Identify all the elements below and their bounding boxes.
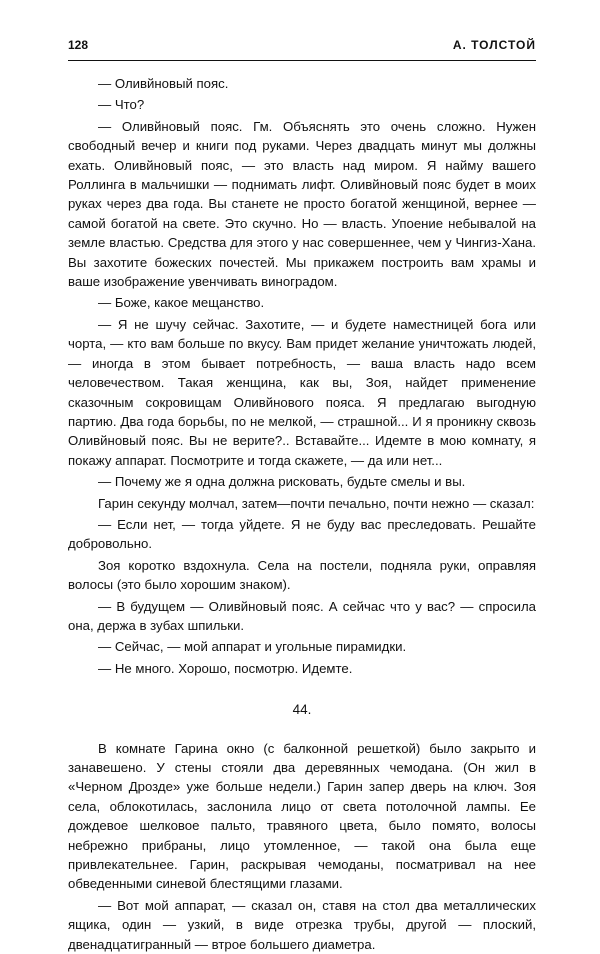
paragraph: — Боже, какое мещанство.	[98, 295, 265, 311]
page-number: 128	[68, 38, 89, 52]
paragraph: — Оливйновый пояс. Гм. Объяснять это очень сложно. Нужен свободный вечер и книги под руками. Через двадцать минут мы должны ехать. Оливйновый пояс, — это власть над миром. Я найму вашего Роллинга в мальчишки — поднимать лифт. Оливйновый пояс будет в моих руках через два года. Вы станете не просто богатой женщиной, вернее — самой богатой на свете. Это скучно. Но — власть. Упоение небывалой на земле властью. Средства для этого у нас совершеннее, чем у Чингиз-Хана. Вы захотите божеских почестей. Мы прикажем построить вам храмы и ваше изображение увенчивать виноградом.	[68, 118, 536, 290]
paragraph: Зоя коротко вздохнула. Села на постели, подняла руки, оправляя волосы (это было хорошим знаком).	[68, 557, 536, 593]
page-header	[68, 38, 536, 56]
paragraph: — Если нет, — тогда уйдете. Я не буду вас преследовать. Решайте добровольно.	[68, 516, 536, 552]
paragraph: — В будущем — Оливйновый пояс. А сейчас что у вас? — спросила она, держа в зубах шпильки.	[68, 598, 536, 633]
chapter-number: 44.	[292, 702, 312, 718]
paragraph: — Не много. Хорошо, посмотрю. Идемте.	[98, 660, 353, 676]
book-page	[68, 0, 536, 952]
paragraph: — Почему же я одна должна рисковать, будьте смелы и вы.	[98, 474, 466, 490]
paragraph: — Что?	[98, 97, 145, 113]
paragraph: В комнате Гарина окно (с балконной решеткой) было закрыто и занавешено. У стены стояли два деревянных чемодана. (Он жил в «Черном Дрозде» уже больше недели.) Гарин запер дверь на ключ. Зоя села, облокотилась, заслонила лицо от света потолочной лампы. Ее дождевое шелковое пальто, травяного цвета, было помято, волосы небрежно прибраны, лицо утомленное, — такой она была еще привлекательнее. Гарин, раскрывая чемоданы, посматривал на нее обведенными синевой блестящими глазами.	[68, 740, 536, 892]
header-rule	[68, 60, 536, 61]
body-text	[68, 74, 536, 954]
running-head: А. ТОЛСТОЙ	[452, 38, 536, 52]
paragraph: — Сейчас, — мой аппарат и угольные пирамидки.	[98, 639, 407, 655]
paragraph: — Оливйновый пояс.	[98, 76, 229, 91]
paragraph: Гарин секунду молчал, затем—почти печально, почти нежно — сказал:	[98, 495, 535, 511]
paragraph: — Я не шучу сейчас. Захотите, — и будете наместницей бога или чорта, — кто вам больше по вкусу. Вам придет желание уничтожать людей, — иногда в этом бывает потребность, — ваша власть надо всем человечеством. Такая женщина, как вы, Зоя, найдет применение сказочным сокровищам Оливйнового пояса. Я предлагаю выгодную партию. Два года борьбы, по не мелкой, — страшной... И я проникну сквозь Оливйновый пояс. Вы не верите?.. Вставайте... Идемте в мою комнату, я покажу аппарат. Посмотрите и тогда скажете, — да или нет...	[68, 316, 536, 468]
paragraph: — Вот мой аппарат, — сказал он, ставя на стол два металлических ящика, один — узкий, в виде отрезка трубы, другой — плоский, двенадцатигранный — втрое большего диаметра.	[68, 897, 536, 952]
